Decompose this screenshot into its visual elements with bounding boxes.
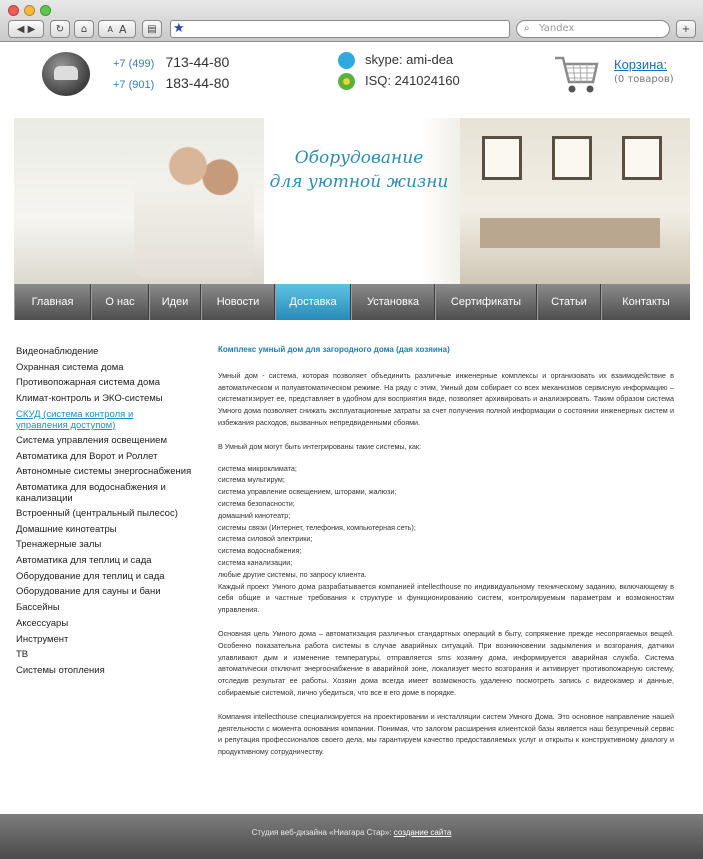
- browser-toolbar: [0, 0, 703, 42]
- phone-icon: [42, 52, 90, 96]
- site-header: [0, 42, 703, 114]
- phone-code: +7 (901): [113, 79, 155, 91]
- bookmark-star-icon[interactable]: ★: [173, 21, 185, 36]
- banner-slogan: [259, 146, 459, 194]
- sidebar-item[interactable]: Бассейны: [16, 602, 60, 614]
- sidebar-item[interactable]: Встроенный (центральный пылесос): [16, 507, 178, 519]
- sidebar-item[interactable]: Оборудование для теплиц и сада: [16, 570, 165, 582]
- icq-contact: [338, 73, 460, 90]
- sidebar-item[interactable]: Инструмент: [16, 633, 69, 645]
- article-paragraph: Компания intellecthouse специализируется на проектировании и инсталляции систем Умного Дома. Это основное направление нашей деятельности с момента основания компании. Понимая, что залогом расширения клиентской базы является наш безупречный сервис и репутация профессионалов своего дела, мы гарантируем качество предоставляемых услуг и открыты к конструктивному диалогу и продуктивному сотрудничеству.: [218, 711, 674, 757]
- systems-list: [218, 463, 674, 581]
- cart-link[interactable]: Корзина:: [614, 57, 668, 72]
- address-bar[interactable]: [170, 20, 510, 38]
- nav-articles[interactable]: Статьи: [537, 284, 601, 320]
- add-tab-button[interactable]: +: [676, 20, 696, 38]
- sidebar-item[interactable]: Системы отопления: [16, 664, 105, 676]
- sidebar-item[interactable]: Автономные системы энергоснабжения: [16, 466, 192, 478]
- list-item: домашний кинотеатр;: [218, 510, 291, 520]
- sidebar-item[interactable]: Автоматика для теплиц и сада: [16, 555, 152, 567]
- skype-contact: [338, 52, 453, 69]
- font-smaller-label: A: [107, 24, 113, 34]
- sidebar-item[interactable]: Система управления освещением: [16, 434, 167, 446]
- phone-code: +7 (499): [113, 58, 155, 70]
- reload-button[interactable]: ↻: [50, 20, 70, 38]
- sidebar-item[interactable]: Тренажерные залы: [16, 539, 102, 551]
- wall-frame: [622, 136, 662, 180]
- couple-photo: [14, 118, 264, 284]
- dining-table: [480, 218, 660, 248]
- sidebar-item[interactable]: Автоматика для водоснабжения и канализации: [16, 481, 166, 504]
- nav-home[interactable]: Главная: [14, 284, 91, 320]
- nav-news[interactable]: Новости: [201, 284, 275, 320]
- nav-delivery[interactable]: Доставка: [275, 284, 351, 320]
- sidebar-item-active[interactable]: СКУД (система контроля и управления доступом): [16, 408, 134, 431]
- footer-studio-text: Студия веб-дизайна «Ниагара Стар»:: [251, 828, 392, 837]
- search-placeholder: Yandex: [539, 23, 575, 34]
- wall-frame: [482, 136, 522, 180]
- back-forward-button[interactable]: ◀ ▶: [8, 20, 44, 38]
- phone-line-2: [113, 75, 229, 93]
- icq-text: ISQ: 241024160: [365, 73, 460, 88]
- cart-count: (0 товаров): [614, 74, 674, 85]
- list-item: система микроклимата;: [218, 463, 297, 473]
- article-paragraph: Каждый проект Умного дома разрабатывается компанией intellecthouse по индивидуальному техническому заданию, включающему в себя общие и частные требования к структуре и функционированию систем, контролируемым параметрам и возможностям управления.: [218, 581, 674, 615]
- footer-link[interactable]: создание сайта: [393, 828, 452, 837]
- search-icon: ⌕: [524, 23, 530, 34]
- article-paragraph: В Умный дом могут быть интегрированы такие системы, как:: [218, 441, 422, 451]
- category-sidebar: [16, 344, 206, 679]
- list-item: любые другие системы, по запросу клиента.: [218, 569, 367, 579]
- close-window-button[interactable]: [8, 5, 19, 16]
- hero-banner: [14, 118, 690, 284]
- search-input[interactable]: [516, 20, 670, 38]
- main-navigation: [14, 284, 690, 320]
- zoom-window-button[interactable]: [40, 5, 51, 16]
- nav-installation[interactable]: Установка: [351, 284, 435, 320]
- skype-icon: [338, 52, 355, 69]
- list-item: система управление освещением, шторами, жалюзи;: [218, 487, 397, 497]
- list-item: система силовой электрики;: [218, 534, 313, 544]
- print-button[interactable]: ▤: [142, 20, 162, 38]
- banner-line-1: Оборудование: [294, 148, 424, 168]
- sidebar-item[interactable]: Противопожарная система дома: [16, 377, 161, 389]
- banner-line-2: для уютной жизни: [269, 172, 449, 192]
- skype-text: skype: ami-dea: [365, 52, 454, 67]
- site-footer: [0, 814, 703, 859]
- phone-number: 713-44-80: [165, 54, 230, 70]
- sidebar-item[interactable]: Климат-контроль и ЭКО-системы: [16, 393, 163, 405]
- sidebar-item[interactable]: Автоматика для Ворот и Роллет: [16, 450, 158, 462]
- nav-certificates[interactable]: Сертификаты: [435, 284, 537, 320]
- interior-photo: [460, 118, 690, 284]
- sidebar-item[interactable]: Охранная система дома: [16, 361, 124, 373]
- nav-about[interactable]: О нас: [91, 284, 149, 320]
- font-larger-label: A: [118, 22, 127, 36]
- minimize-window-button[interactable]: [24, 5, 35, 16]
- footer-credits: [0, 828, 703, 837]
- article-paragraph: Основная цель Умного дома – автоматизация различных стандартных операций в быту, сопряжение прежде несопрягаемых вещей. Особенно показательна работа системы в случае аварийных ситуаций. При возникновении задымления и возгорания, датчики улавливают дым и изменение температуры, отправляется sms хозяину дома, информируется аварийная служба. Система автоматически отключит энергоснабжение в аварийной зоне, локализует место возгорания и активирует противопожарную систему, отследив результат ее работы. Хозяин дома всегда имеет возможность удаленно посмотреть запись с видеокамер и данные, собираемые системой, лично убедиться, что все в его доме в порядке.: [218, 628, 674, 697]
- list-item: система водоснабжения;: [218, 546, 302, 556]
- sidebar-item[interactable]: Оборудование для сауны и бани: [16, 586, 161, 598]
- home-button[interactable]: ⌂: [74, 20, 94, 38]
- sidebar-item[interactable]: Видеонаблюдение: [16, 346, 99, 357]
- list-item: система безопасности;: [218, 498, 295, 508]
- list-item: система канализации;: [218, 557, 293, 567]
- article-paragraph: Умный дом - система, которая позволяет объединить различные инженерные комплексы и организовать их взаимодействие в автоматическом и полуавтоматическом режиме. На ряду с этим, Умный дом собирает со всех механизмов сервисную информацию – систематизирует ее, представляет в удобном для восприятия виде, позволяет архивировать и анализировать. Таким образом система Умного дома позволяет снижать эксплуатационные затраты за счет получения полной информации о состоянии инженерных систем и избежания расходов, вызванных непредвиденными сбоями.: [218, 370, 674, 427]
- sidebar-item[interactable]: Домашние кинотеатры: [16, 523, 117, 535]
- shopping-cart-icon[interactable]: [553, 52, 601, 96]
- phone-number: 183-44-80: [165, 75, 230, 91]
- sidebar-item[interactable]: Аксессуары: [16, 617, 69, 629]
- window-controls: [8, 5, 51, 16]
- article-content: [218, 344, 674, 770]
- list-item: системы связи (Интернет, телефония, компьютерная сеть);: [218, 522, 416, 532]
- couple-figure: [134, 138, 254, 278]
- article-title: Комплекс умный дом для загородного дома (дая хозяина): [218, 345, 450, 354]
- nav-contacts[interactable]: Контакты: [601, 284, 690, 320]
- nav-ideas[interactable]: Идеи: [149, 284, 201, 320]
- text-size-button[interactable]: [98, 20, 136, 38]
- list-item: система мультирум;: [218, 475, 285, 485]
- icq-flower-icon: [338, 73, 355, 90]
- sidebar-item[interactable]: ТВ: [16, 649, 29, 661]
- wall-frame: [552, 136, 592, 180]
- phone-line-1: [113, 54, 229, 72]
